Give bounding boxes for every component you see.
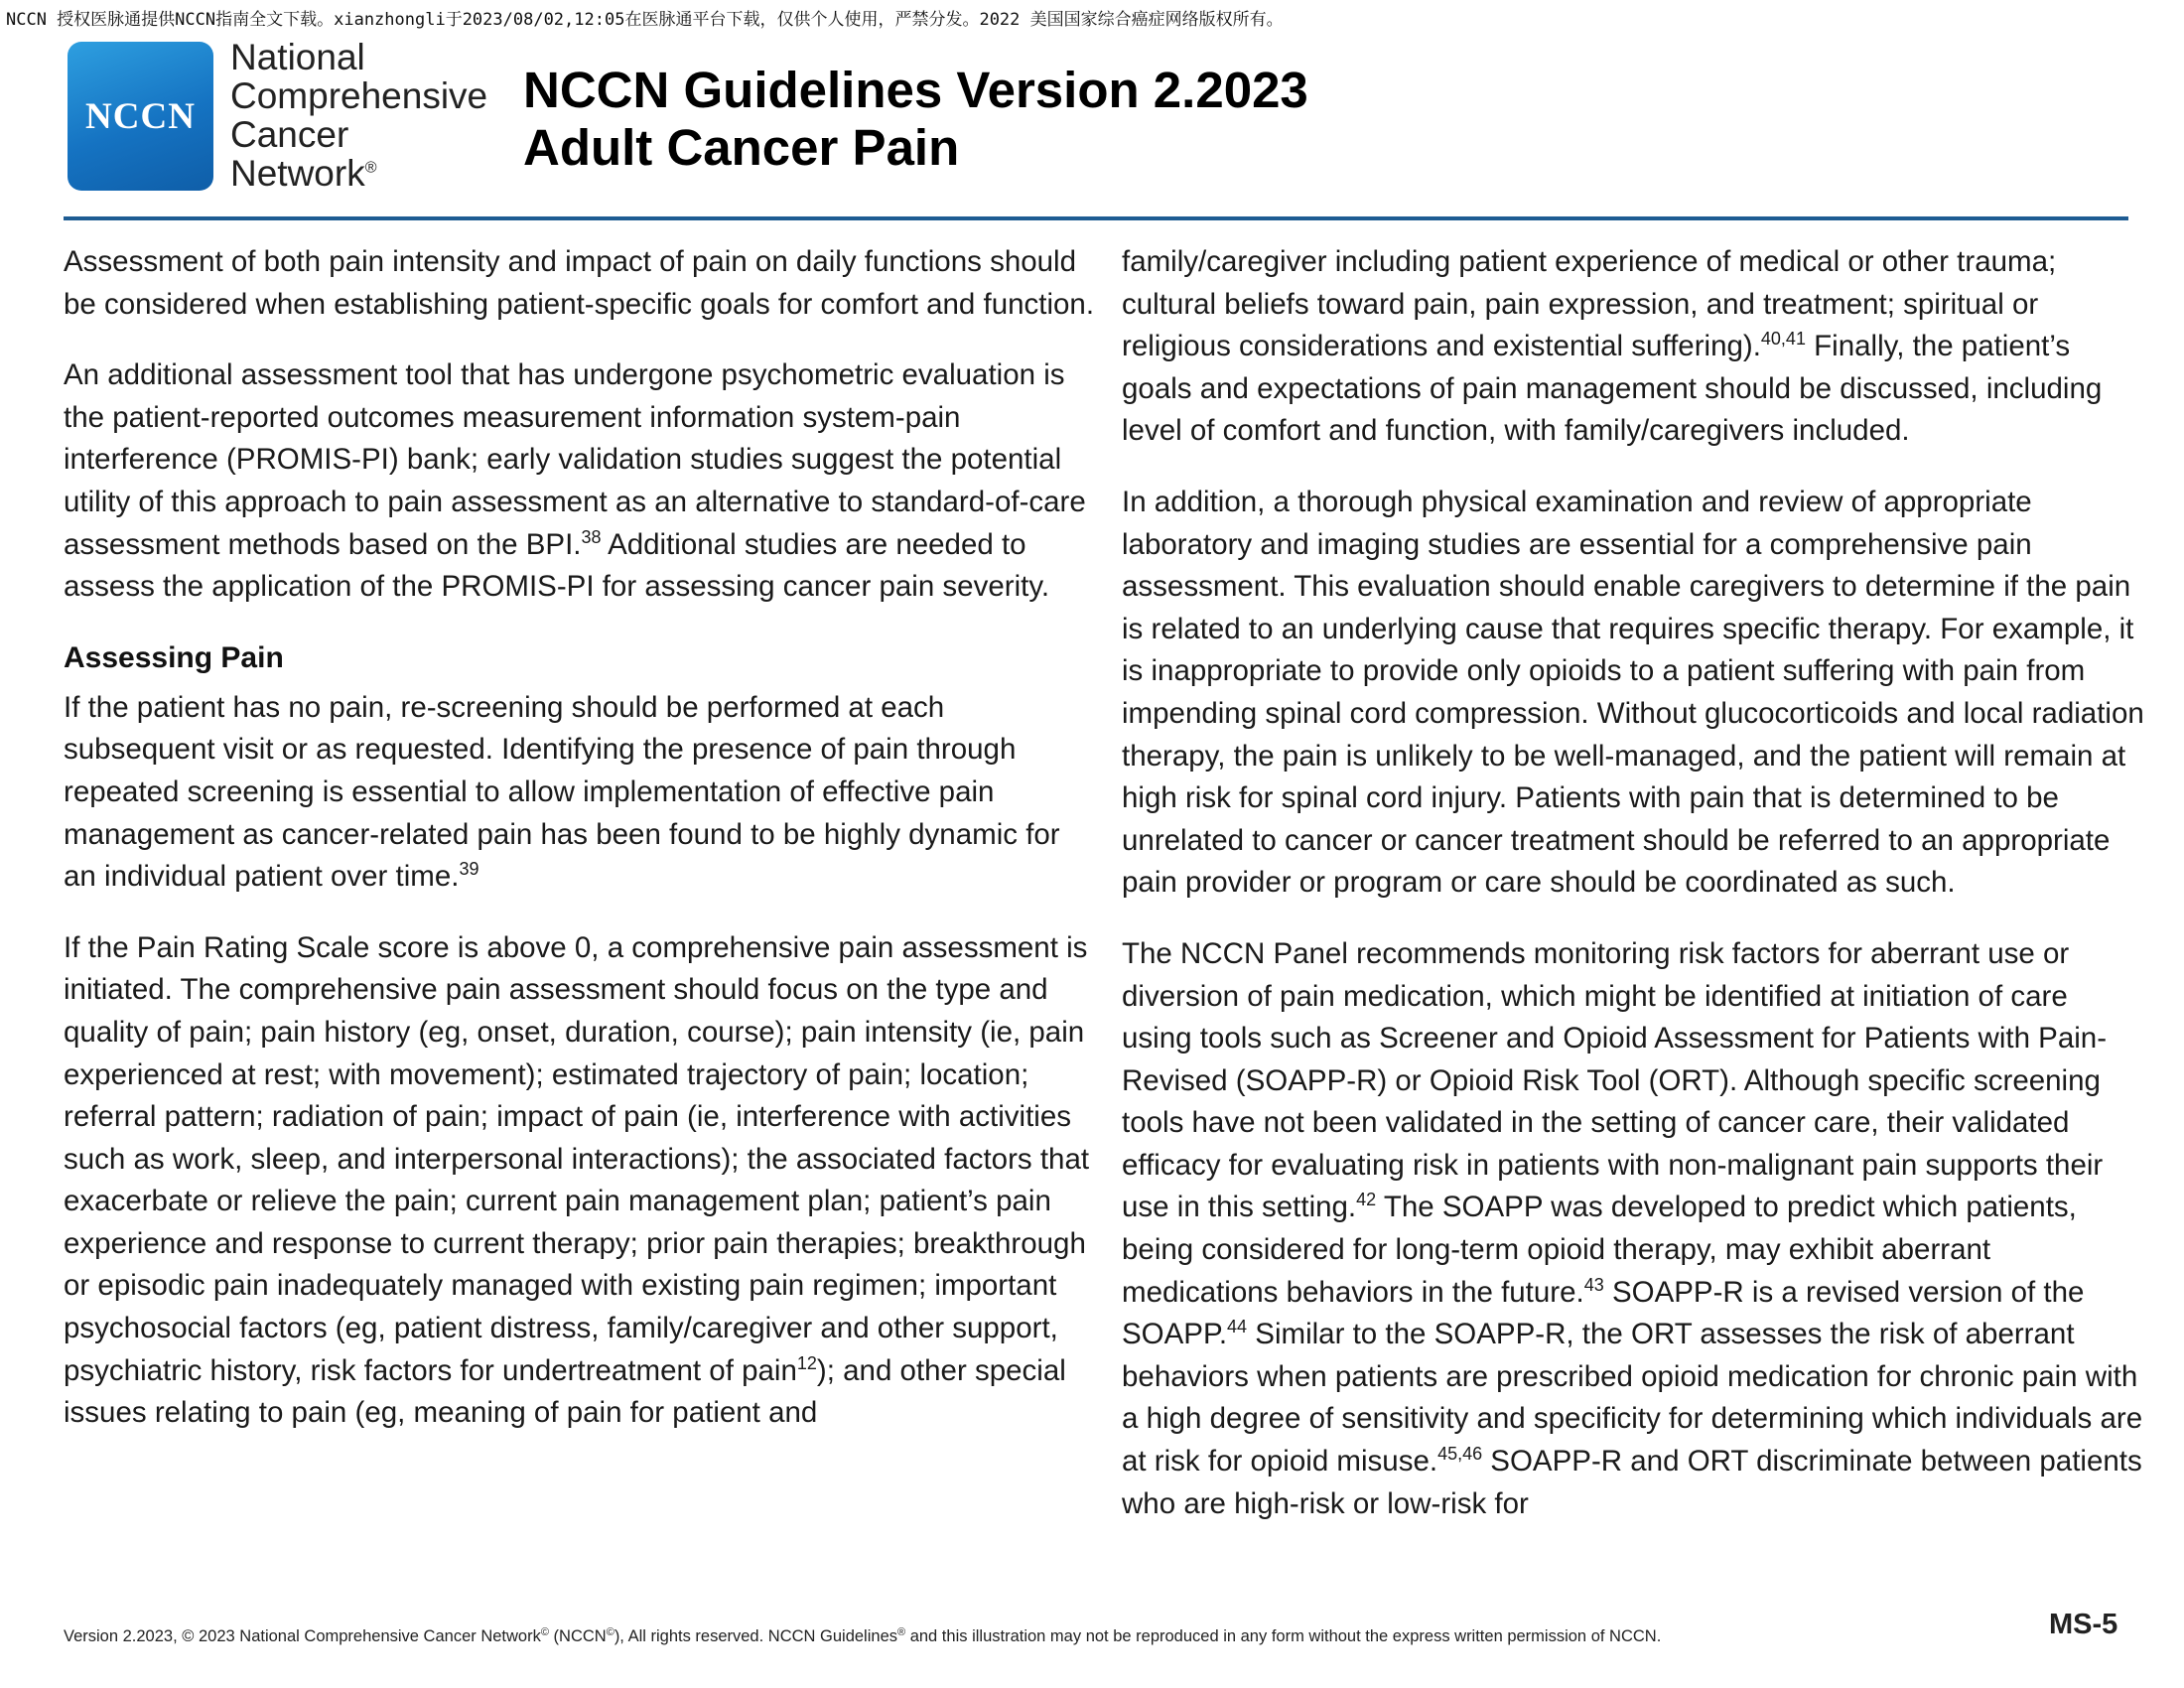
organization-name <box>230 38 528 193</box>
citation-ref: 44 <box>1227 1317 1248 1337</box>
paragraph-text: SOAPP-R is a revised version of the SOAPP. <box>1122 1275 2085 1351</box>
section-heading: Assessing Pain <box>64 640 284 674</box>
org-name-line <box>230 154 528 193</box>
page-subtitle: Adult Cancer Pain <box>523 119 960 176</box>
paragraph <box>1122 241 2144 453</box>
org-name-line: National <box>230 37 365 77</box>
copyright-footer <box>64 1627 1661 1646</box>
paragraph <box>64 354 1096 609</box>
footer-text: (NCCN <box>548 1627 607 1645</box>
page-title: NCCN Guidelines Version 2.2023 <box>523 62 1308 118</box>
copyright-mark: © <box>540 1626 549 1638</box>
paragraph <box>64 927 1096 1435</box>
registered-mark: ® <box>897 1626 906 1638</box>
paragraph-text: Similar to the SOAPP-R, the ORT assesses the risk of aberrant behaviors when patients are prescribed opioid medication for chronic pain with a high degree of sensitivity and specificity for determining which individuals are at risk for opioid misuse. <box>1122 1318 2143 1478</box>
nccn-logo <box>68 42 213 191</box>
paragraph: Assessment of both pain intensity and impact of pain on daily functions should be considered when establishing patient-specific goals for comfort and function. <box>64 245 1095 321</box>
paragraph-text: SOAPP-R and ORT discriminate between patients who are high-risk or low-risk for <box>1122 1445 2142 1520</box>
right-column <box>1122 241 2144 1554</box>
citation-ref: 12 <box>796 1352 817 1373</box>
footer-text: Version 2.2023, © 2023 National Comprehensive Cancer Network <box>64 1627 541 1645</box>
paragraph-text: If the Pain Rating Scale score is above 0, a comprehensive pain assessment is initiated. The comprehensive pain assessment should focus on the type and quality of pain; pain history (eg, onset, duration, course); pain intensity (ie, pain experienced at rest; with movement); estimated trajectory of pain; location; referral pattern; radiation of pain; impact of pain (ie, interference with activities such as work, sleep, and interpersonal interactions); the associated factors that exacerbate or relieve the pain; current pain management plan; patient’s pain experience and response to current therapy; prior pain therapies; breakthrough or episodic pain inadequately managed with existing pain regimen; important psychosocial factors (eg, patient distress, family/caregiver and other support, psychiatric history, risk factors for undertreatment of pain <box>64 930 1090 1387</box>
logo-box-text: NCCN <box>85 95 196 137</box>
paragraph-text: family/caregiver including patient experience of medical or other trauma; cultural beliefs toward pain, pain expression, and treatment; spiritual or religious considerations and existential suffering). <box>1122 245 2057 363</box>
left-column <box>64 241 1096 1464</box>
citation-ref: 42 <box>1356 1190 1377 1210</box>
registered-mark: ® <box>364 159 377 177</box>
paragraph-text: Finally, the patient’s goals and expectations of pain management should be discussed, including level of comfort and function, with family/caregivers included. <box>1122 330 2103 448</box>
footer-text: and this illustration may not be reproduced in any form without the express written permission of NCCN. <box>905 1627 1662 1645</box>
citation-ref: 38 <box>581 526 602 547</box>
download-watermark: NCCN 授权医脉通提供NCCN指南全文下载。xianzhongli于2023/08/02,12:05在医脉通平台下载，仅供个人使用，严禁分发。2022 美国国家综合癌症网络版权所有。 <box>6 10 1284 30</box>
copyright-mark: © <box>606 1626 614 1638</box>
paragraph-text: The NCCN Panel recommends monitoring risk factors for aberrant use or diversion of pain medication, which might be identified at initiation of care using tools such as Screener and Opioid Assessment for Patients with Pain-Revised (SOAPP-R) or Opioid Risk Tool (ORT). Although specific screening tools have not been validated in the setting of cancer care, their validated efficacy for evaluating risk in patients with non-malignant pain supports their use in this setting. <box>1122 936 2108 1224</box>
paragraph-text: ); and other special issues relating to pain (eg, meaning of pain for patient and <box>64 1353 1066 1430</box>
citation-ref: 39 <box>459 859 479 880</box>
paragraph <box>64 687 1096 899</box>
footer-text: ), All rights reserved. NCCN Guidelines <box>614 1627 897 1645</box>
citation-ref: 43 <box>1583 1274 1604 1295</box>
org-name-last: Network <box>230 153 365 194</box>
paragraph <box>1122 933 2144 1525</box>
org-name-line: Cancer <box>230 114 349 155</box>
paragraph-text: An additional assessment tool that has undergone psychometric evaluation is the patient-reported outcomes measurement information system-pain interference (PROMIS-PI) bank; early validation studies suggest the potential utility of this approach to pain assessment as an alternative to standard-of-care assessment methods based on the BPI. <box>64 358 1086 561</box>
paragraph-text: If the patient has no pain, re-screening should be performed at each subsequent visit or as requested. Identifying the presence of pain through repeated screening is essential to allow implementation of effective pain management as cancer-related pain has been found to be highly dynamic for an individual patient over time. <box>64 690 1060 894</box>
org-name-line: Comprehensive <box>230 75 488 116</box>
paragraph-text: The SOAPP was developed to predict which patients, being considered for long-term opioid therapy, may exhibit aberrant medications behaviors in the future. <box>1122 1191 2077 1309</box>
document-header <box>523 62 1308 177</box>
paragraph: In addition, a thorough physical examination and review of appropriate laboratory and imaging studies are essential for a comprehensive pain assessment. This evaluation should enable caregivers to determine if the pain is related to an underlying cause that requires specific therapy. For example, it is inappropriate to provide only opioids to a patient suffering with pain from impending spinal cord compression. Without glucocorticoids and local radiation therapy, the pain is unlikely to be well-managed, and the patient will remain at high risk for spinal cord injury. Patients with pain that is determined to be unrelated to cancer or cancer treatment should be referred to an appropriate pain provider or program or care should be coordinated as such. <box>1122 485 2144 900</box>
page-number: MS-5 <box>2049 1609 2118 1640</box>
paragraph-text: Additional studies are needed to assess the application of the PROMIS-PI for assessing cancer pain severity. <box>64 527 1050 604</box>
citation-ref: 40,41 <box>1760 329 1806 350</box>
citation-ref: 45,46 <box>1437 1444 1483 1465</box>
header-divider <box>64 216 2128 220</box>
